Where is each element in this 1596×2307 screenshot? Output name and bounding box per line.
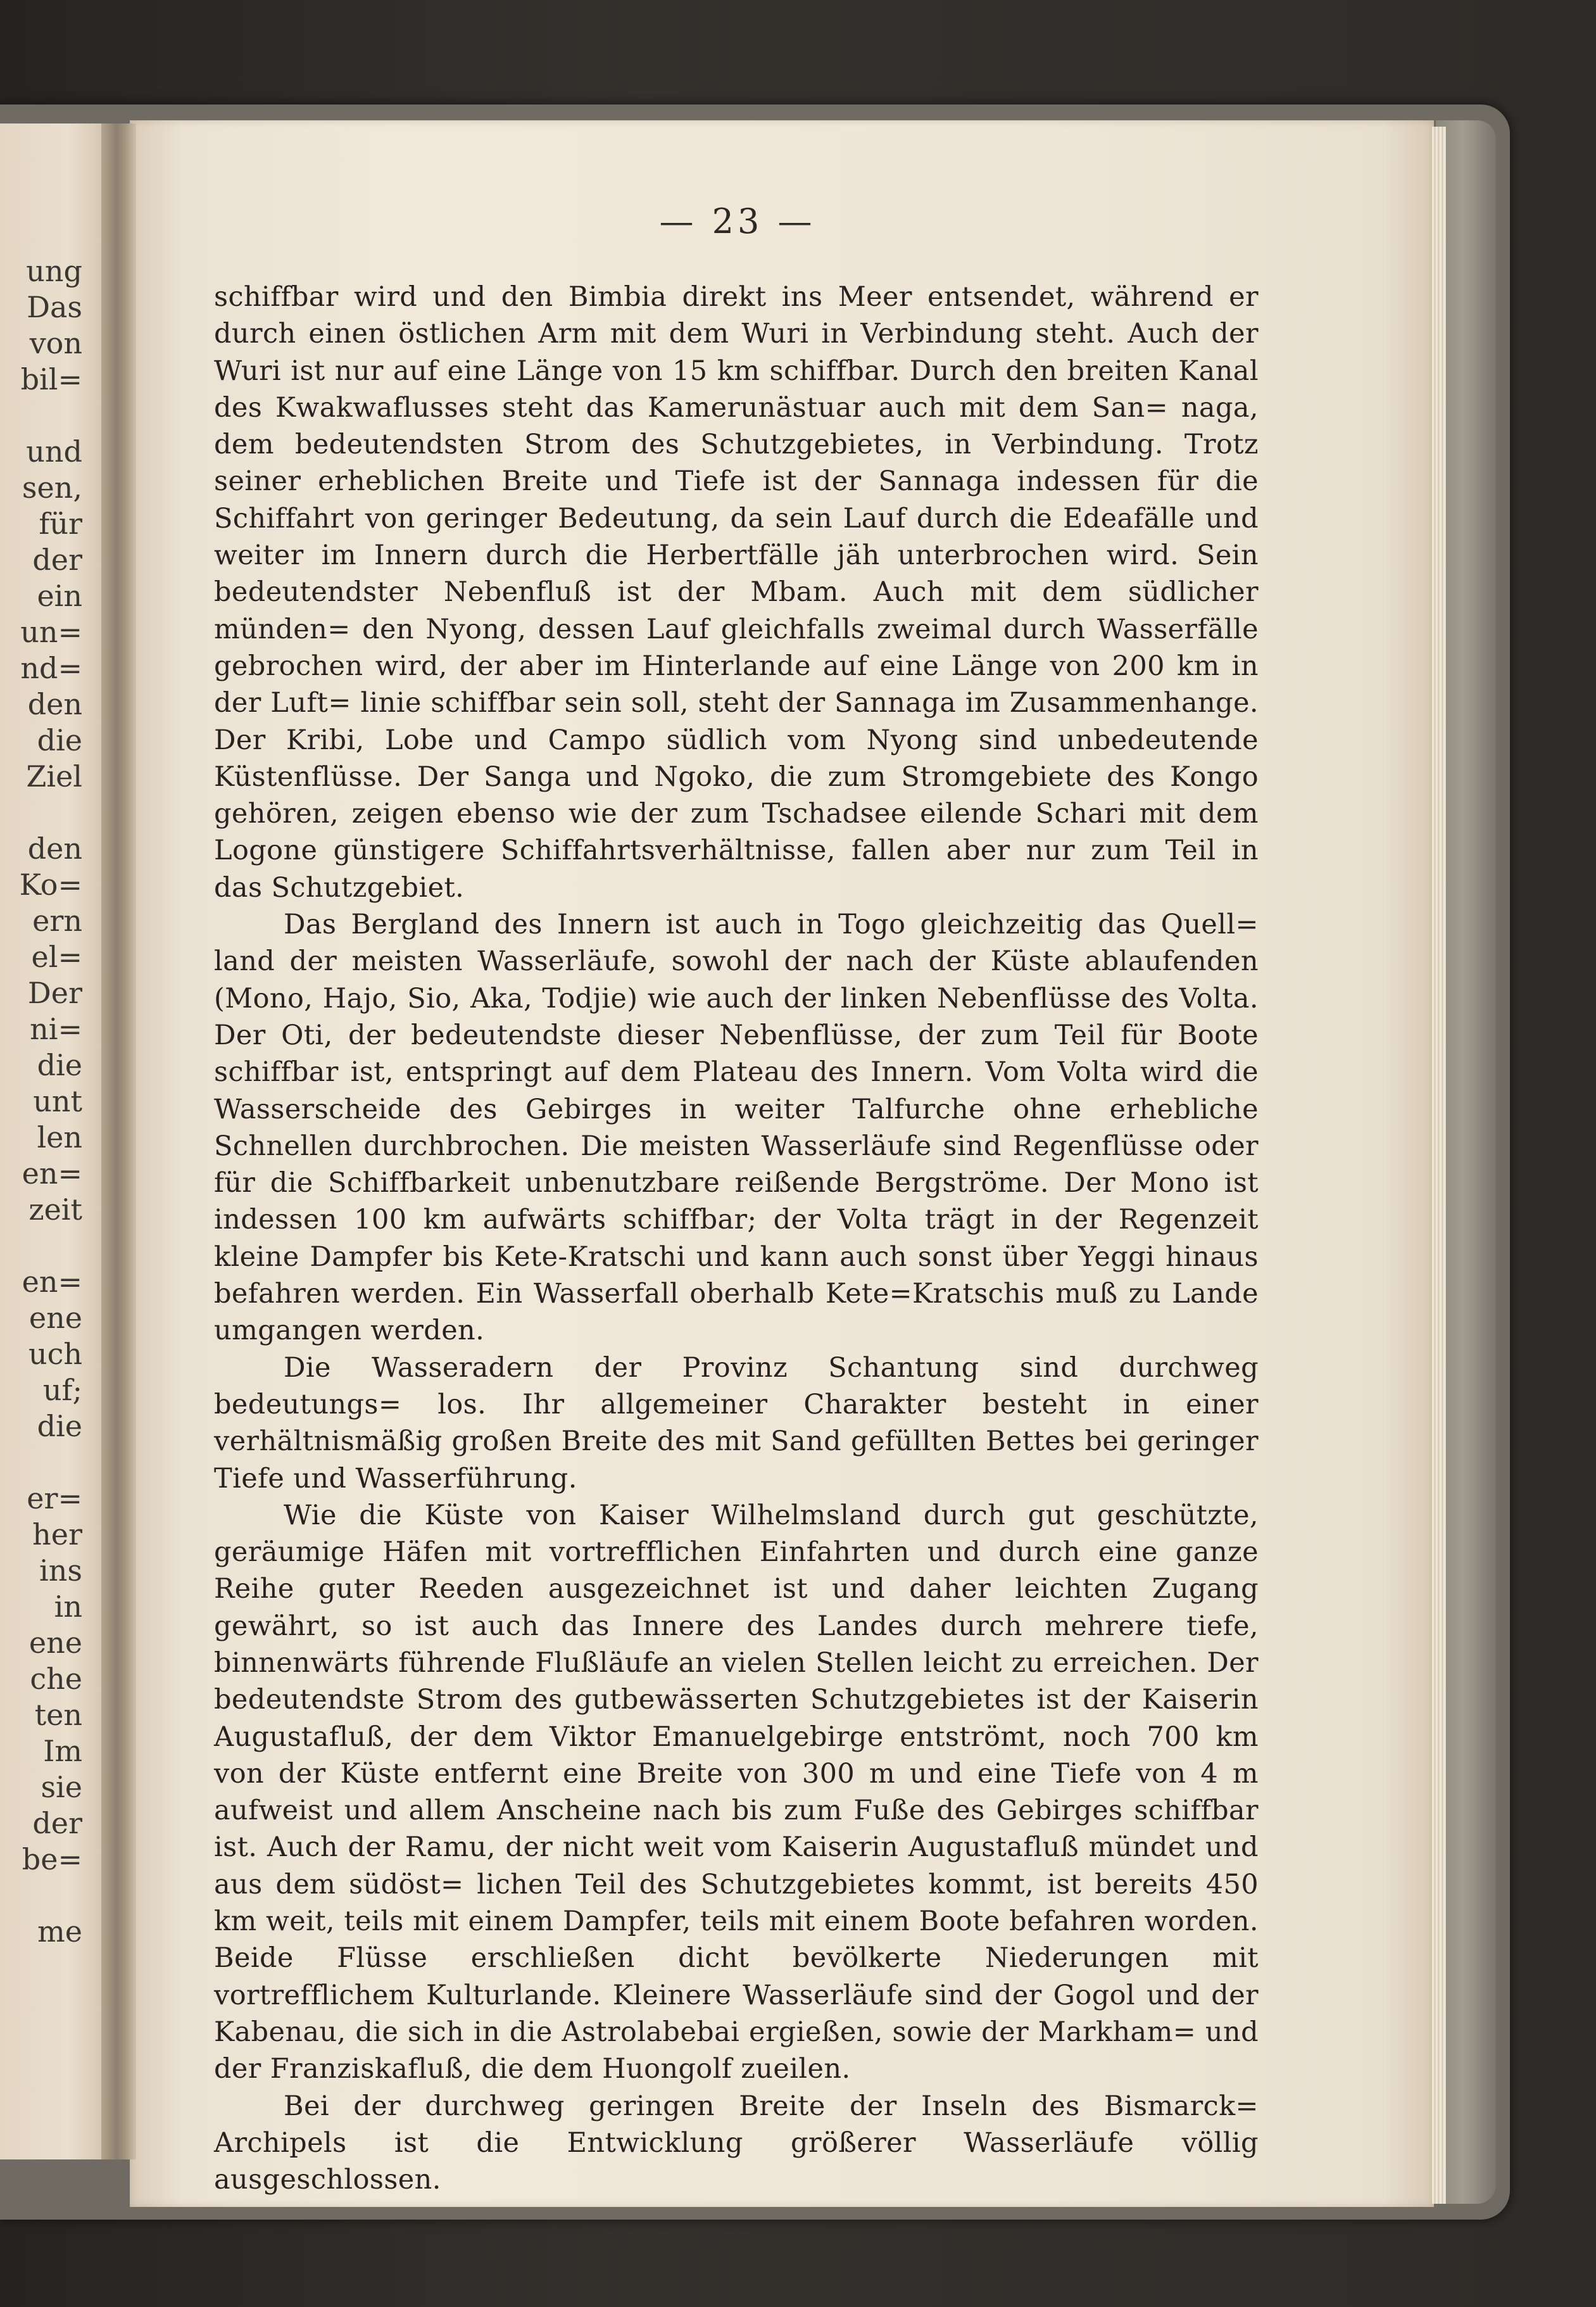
previous-page-line: el= <box>31 940 82 974</box>
previous-page-line: len <box>37 1120 82 1154</box>
previous-page-line: er= <box>27 1481 82 1515</box>
previous-page-line: Im <box>43 1734 82 1768</box>
previous-page-line: ni= <box>30 1012 82 1046</box>
previous-page-line: zeit <box>28 1192 82 1227</box>
previous-page-line: der <box>32 1806 82 1840</box>
previous-page-line: Ko= <box>19 868 82 902</box>
previous-page-line: be= <box>22 1842 82 1876</box>
previous-page-line: ern <box>32 904 82 938</box>
page-edges <box>1432 127 1446 2204</box>
previous-page-line: Das <box>27 290 82 324</box>
book-gutter <box>101 123 136 2159</box>
previous-page-line: ene <box>28 1301 82 1335</box>
paragraph-4: Wie die Küste von Kaiser Wilhelmsland durch gut geschützte, geräumige Häfen mit vortrefflichen Einfahrten und durch eine ganze Reihe guter Reeden ausgezeichnet ist und daher leichten Zugang gewährt, so ist auch das Innere des Landes durch mehrere tiefe, binnenwärts führende Flußläufe an vielen Stellen leicht zu erreichen. Der bedeutendste Strom des gutbewässerten Schutzgebietes ist der Kaiserin Augustafluß, der dem Viktor Emanuelgebirge entströmt, noch 700 km von der Küste entfernt eine Breite von 300 m und eine Tiefe von 4 m aufweist und allem Anscheine nach bis zum Fuße des Gebirges schiffbar ist. Auch der Ramu, der nicht weit vom Kaiserin Augustafluß mündet und aus dem südöst= lichen Teil des Schutzgebietes kommt, ist bereits 450 km weit, teils mit einem Dampfer, teils mit einem Boote befahren worden. Beide Flüsse erschließen dicht bevölkerte Niederungen mit vortrefflichem Kulturlande. Kleinere Wasserläufe sind der Gogol und der Kabenau, die sich in die Astrolabebai ergießen, sowie der Markham= und der Franziskafluß, die dem Huongolf zueilen. <box>214 1499 1259 2085</box>
previous-page-line: für <box>39 507 82 541</box>
previous-page-line: die <box>37 723 82 757</box>
previous-page-line: en= <box>22 1156 82 1191</box>
previous-page-line: uch <box>28 1337 82 1371</box>
paragraph-5: Bei der durchweg geringen Breite der Inseln des Bismarck= Archipels ist die Entwicklung größerer Wasserläufe völlig ausgeschlossen. <box>214 2090 1259 2196</box>
previous-page-line: in <box>54 1590 82 1624</box>
previous-page-line: von <box>29 326 82 360</box>
previous-page-line: her <box>32 1517 82 1552</box>
previous-page-line: unt <box>33 1084 82 1118</box>
previous-page-text <box>0 253 82 1950</box>
previous-page-line <box>0 795 82 831</box>
previous-page-line: nd= <box>20 651 82 685</box>
page-number: — 23 — <box>659 201 816 241</box>
previous-page-line: ung <box>26 254 82 288</box>
previous-page-line: die <box>37 1409 82 1443</box>
previous-page-line: che <box>30 1662 82 1696</box>
previous-page-line: ins <box>39 1553 82 1588</box>
previous-page-line: und <box>26 434 82 469</box>
previous-page-line: der <box>32 543 82 577</box>
paragraph-1: schiffbar wird und den Bimbia direkt ins Meer entsendet, während er durch einen östlichen Arm mit dem Wuri in Verbindung steht. Auch der Wuri ist nur auf eine Länge von 15 km schiffbar. Durch den breiten Kanal des Kwakwaflusses steht das Kamerunästuar auch mit dem San= naga, dem bedeutendsten Strom des Schutzgebietes, in Verbindung. Trotz seiner erheblichen Breite und Tiefe ist der Sannaga indessen für die Schiffahrt von geringer Bedeutung, da sein Lauf durch die Edeafälle und weiter im Innern durch die Herbertfälle jäh unterbrochen wird. Sein bedeutendster Nebenfluß ist der Mbam. Auch mit dem südlicher münden= den Nyong, dessen Lauf gleichfalls zweimal durch Wasserfälle gebrochen wird, der aber im Hinterlande auf eine Länge von 200 km in der Luft= linie schiffbar sein soll, steht der Sannaga im Zusammenhange. Der Kribi, Lobe und Campo südlich vom Nyong sind unbedeutende Küstenflüsse. Der Sanga und Ngoko, die zum Stromgebiete des Kongo gehören, zeigen ebenso wie der zum Tschadsee eilende Schari mit dem Logone günstigere Schiffahrtsverhältnisse, fallen aber nur zum Teil in das Schutzgebiet. <box>214 281 1259 904</box>
paragraph-3: Die Wasseradern der Provinz Schantung sind durchweg bedeutungs= los. Ihr allgemeiner Charakter besteht in einer verhältnismäßig großen Breite des mit Sand gefüllten Bettes bei geringer Tiefe und Wasserführung. <box>214 1351 1259 1495</box>
previous-page-line: die <box>37 1048 82 1082</box>
previous-page-line: ein <box>37 579 82 613</box>
previous-page-line: me <box>37 1914 82 1949</box>
previous-page-line: en= <box>22 1265 82 1299</box>
previous-page-line: bil= <box>20 362 82 396</box>
previous-page-line: ten <box>34 1698 82 1732</box>
previous-page-line: un= <box>20 615 82 649</box>
previous-page-line <box>0 1444 82 1481</box>
page-body <box>214 279 1259 2198</box>
previous-page-line: sie <box>41 1770 82 1804</box>
previous-page-line: uf; <box>42 1373 82 1407</box>
previous-page-line: den <box>27 687 82 721</box>
previous-page-line: sen, <box>22 471 82 505</box>
previous-page-line: Der <box>27 976 82 1010</box>
previous-page-line <box>0 1228 82 1264</box>
paragraph-2: Das Bergland des Innern ist auch in Togo gleichzeitig das Quell= land der meisten Wasserläufe, sowohl der nach der Küste ablaufenden (Mono, Hajo, Sio, Aka, Todjie) wie auch der linken Nebenflüsse des Volta. Der Oti, der bedeutendste dieser Nebenflüsse, der zum Teil für Boote schiffbar ist, entspringt auf dem Plateau des Innern. Vom Volta wird die Wasserscheide des Gebirges in weiter Talfurche ohne erhebliche Schnellen durchbrochen. Die meisten Wasserläufe sind Regenflüsse oder für die Schiffbarkeit unbenutzbare reißende Bergströme. Der Mono ist indessen 100 km aufwärts schiffbar; der Volta trägt in der Regenzeit kleine Dampfer bis Kete-Kratschi und kann auch sonst über Yeggi hinaus befahren werden. Ein Wasserfall oberhalb Kete=Kratschis muß zu Lande umgangen werden. <box>214 909 1259 1347</box>
previous-page-line <box>0 1878 82 1914</box>
previous-page-line: Ziel <box>26 759 82 793</box>
previous-page-line: ene <box>28 1626 82 1660</box>
previous-page-line <box>0 398 82 434</box>
previous-page-line: den <box>27 831 82 866</box>
